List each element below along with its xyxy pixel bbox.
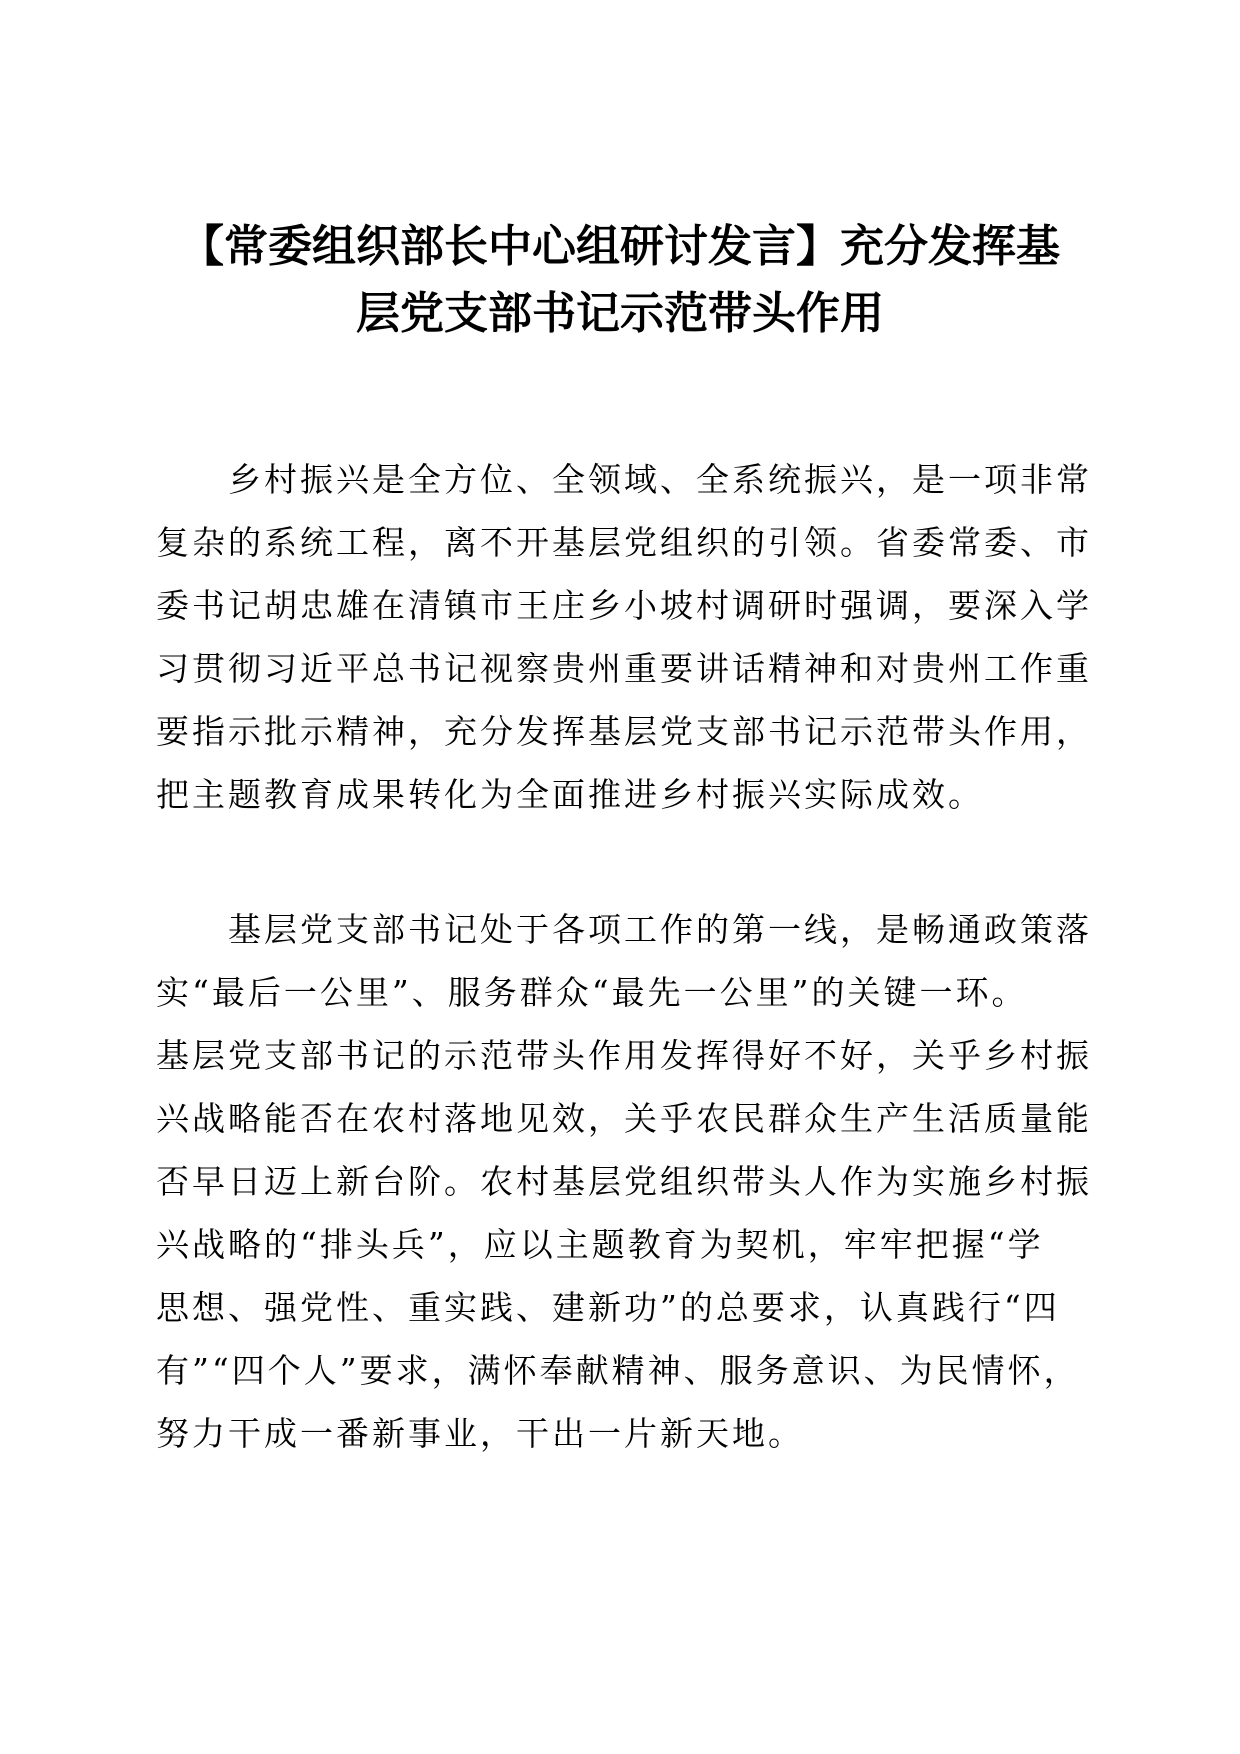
paragraph-2-line-3: 基层党支部书记的示范带头作用发挥得好不好，关乎乡村振 <box>156 1036 1092 1075</box>
paragraph-1-line-3: 委书记胡忠雄在清镇市王庄乡小坡村调研时强调，要深入学 <box>156 586 1092 625</box>
paragraph-1-line-4: 习贯彻习近平总书记视察贵州重要讲话精神和对贵州工作重 <box>156 649 1092 688</box>
paragraph-2-line-8: 有”“四个人”要求，满怀奉献精神、服务意识、为民情怀， <box>156 1351 1080 1390</box>
paragraph-2-line-6: 兴战略的“排头兵”，应以主题教育为契机，牢牢把握“学 <box>156 1225 1044 1264</box>
paragraph-1-line-6: 把主题教育成果转化为全面推进乡村振兴实际成效。 <box>156 775 984 814</box>
paragraph-1-line-2: 复杂的系统工程，离不开基层党组织的引领。省委常委、市 <box>156 523 1092 562</box>
paragraph-2-line-5: 否早日迈上新台阶。农村基层党组织带头人作为实施乡村振 <box>156 1162 1092 1201</box>
document-title-line-1: 【常委组织部长中心组研讨发言】充分发挥基 <box>180 221 1060 272</box>
paragraph-1-line-5: 要指示批示精神，充分发挥基层党支部书记示范带头作用， <box>156 712 1092 751</box>
paragraph-2-line-7: 思想、强党性、重实践、建新功”的总要求，认真践行“四 <box>156 1288 1060 1327</box>
paragraph-1-line-1: 乡村振兴是全方位、全领域、全系统振兴，是一项非常 <box>228 460 1092 499</box>
paragraph-2-line-4: 兴战略能否在农村落地见效，关乎农民群众生产生活质量能 <box>156 1099 1092 1138</box>
document-title-line-2: 层党支部书记示范带头作用 <box>356 288 884 339</box>
paragraph-2-line-9: 努力干成一番新事业，干出一片新天地。 <box>156 1414 804 1453</box>
paragraph-2-line-2: 实“最后一公里”、服务群众“最先一公里”的关键一环。 <box>156 973 1028 1012</box>
paragraph-2-line-1: 基层党支部书记处于各项工作的第一线，是畅通政策落 <box>228 910 1092 949</box>
